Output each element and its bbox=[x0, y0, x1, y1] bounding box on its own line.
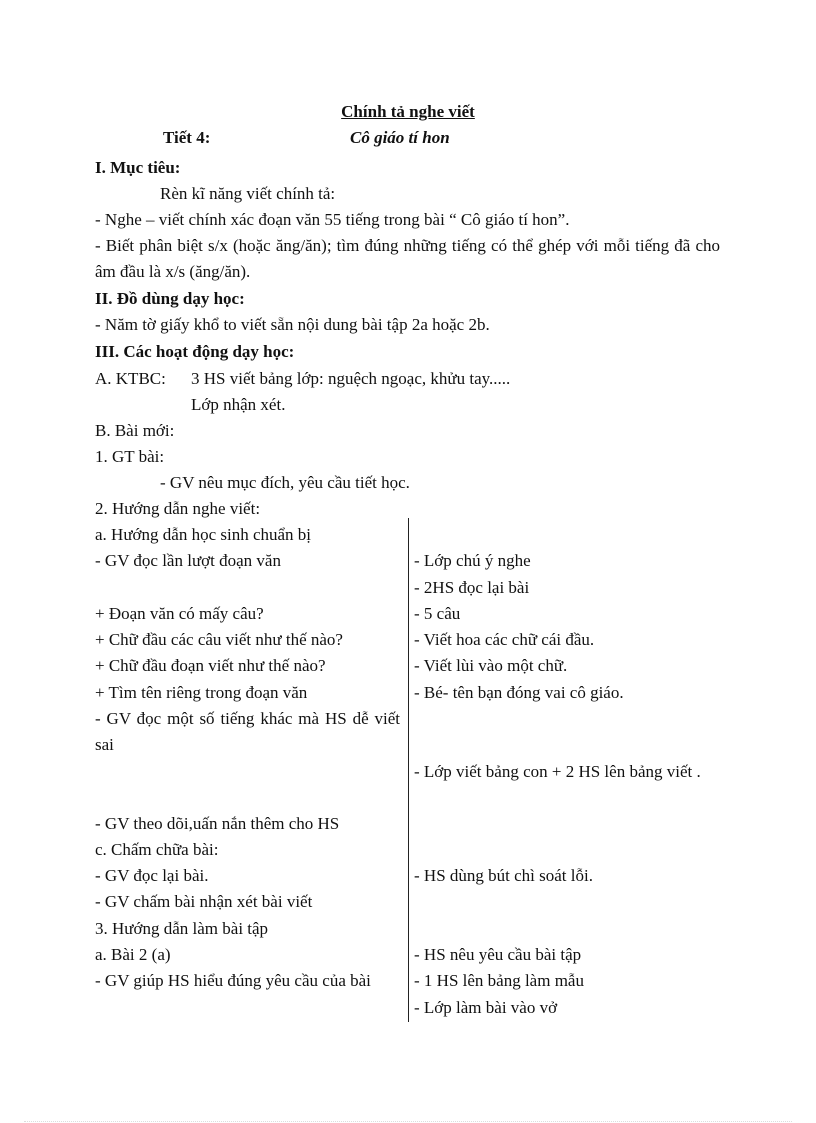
table-left-cell: + Đoạn văn có mấy câu? bbox=[95, 604, 264, 623]
table-left-cell: 3. Hướng dẫn làm bài tập bbox=[95, 919, 269, 938]
page-bottom-rule bbox=[24, 1121, 792, 1122]
table-right-cell: - Lớp chú ý nghe bbox=[414, 551, 531, 570]
intro-label: 1. GT bài: bbox=[95, 447, 165, 466]
table-left-cell: a. Bài 2 (a) bbox=[95, 945, 171, 964]
table-right-cell: - Viết hoa các chữ cái đầu. bbox=[414, 630, 595, 649]
table-left-cell: - GV giúp HS hiểu đúng yêu cầu của bài bbox=[95, 971, 371, 990]
table-right-cell: - HS dùng bút chì soát lỗi. bbox=[414, 866, 593, 885]
materials-item: - Năm tờ giấy khổ to viết sẵn nội dung bài tập 2a hoặc 2b. bbox=[95, 315, 490, 334]
ktbc-label: A. KTBC: bbox=[95, 369, 166, 388]
guide-label: 2. Hướng dẫn nghe viết: bbox=[95, 499, 261, 518]
table-right-cell: - 2HS đọc lại bài bbox=[414, 578, 530, 597]
intro-text: - GV nêu mục đích, yêu cầu tiết học. bbox=[160, 473, 410, 492]
table-left-cell: a. Hướng dẫn học sinh chuẩn bị bbox=[95, 525, 312, 544]
table-left-cell: c. Chấm chữa bài: bbox=[95, 840, 219, 859]
table-left-cell: - GV đọc một số tiếng khác mà HS dễ viết sai bbox=[95, 709, 400, 754]
objective-item: - Biết phân biệt s/x (hoặc ăng/ăn); tìm đúng những tiếng có thể ghép với mỗi tiếng đã cho âm đầu là x/s (ăng/ăn). bbox=[95, 236, 720, 281]
table-left-cell: - GV theo dõi,uấn nắn thêm cho HS bbox=[95, 814, 340, 833]
table-right-cell: - 5 câu bbox=[414, 604, 461, 623]
table-left-cell: - GV đọc lần lượt đoạn văn bbox=[95, 551, 281, 570]
table-left-cell: + Chữ đầu đoạn viết như thế nào? bbox=[95, 656, 326, 675]
table-left-cell: - GV chấm bài nhận xét bài viết bbox=[95, 892, 313, 911]
page-title: Chính tả nghe viết bbox=[341, 102, 475, 121]
table-right-cell: - Viết lùi vào một chữ. bbox=[414, 656, 568, 675]
ktbc-text: 3 HS viết bảng lớp: nguệch ngoạc, khửu tay..... bbox=[191, 369, 511, 388]
section-heading-objectives: I. Mục tiêu: bbox=[95, 158, 181, 177]
new-lesson-label: B. Bài mới: bbox=[95, 421, 175, 440]
table-right-cell: - Lớp làm bài vào vở bbox=[414, 998, 558, 1017]
section-heading-activities: III. Các hoạt động dạy học: bbox=[95, 342, 295, 361]
table-right-cell: - HS nêu yêu cầu bài tập bbox=[414, 945, 582, 964]
section-heading-materials: II. Đồ dùng dạy học: bbox=[95, 289, 245, 308]
table-left-cell: + Tìm tên riêng trong đoạn văn bbox=[95, 683, 308, 702]
ktbc-text-2: Lớp nhận xét. bbox=[191, 395, 286, 414]
column-divider bbox=[408, 518, 409, 1022]
table-right-cell: - Bé- tên bạn đóng vai cô giáo. bbox=[414, 683, 624, 702]
table-left-cell: + Chữ đầu các câu viết như thế nào? bbox=[95, 630, 343, 649]
table-left-cell: - GV đọc lại bài. bbox=[95, 866, 209, 885]
lesson-number: Tiết 4: bbox=[163, 128, 211, 147]
lesson-name: Cô giáo tí hon bbox=[350, 128, 450, 147]
table-right-cell: - 1 HS lên bảng làm mẫu bbox=[414, 971, 584, 990]
table-right-cell: - Lớp viết bảng con + 2 HS lên bảng viết . bbox=[414, 762, 701, 781]
objectives-intro: Rèn kĩ năng viết chính tả: bbox=[160, 184, 336, 203]
objective-item: - Nghe – viết chính xác đoạn văn 55 tiếng trong bài “ Cô giáo tí hon”. bbox=[95, 210, 570, 229]
